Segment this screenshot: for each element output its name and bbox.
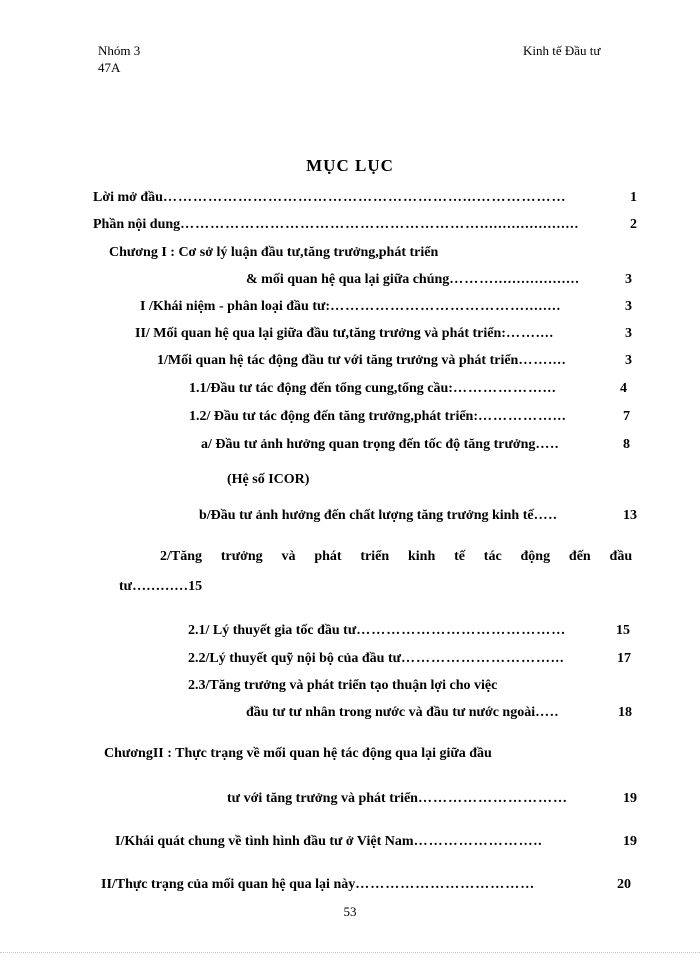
toc-entry: [93, 189, 637, 207]
toc-entry-text: b/Đầu tư ảnh hưởng đến chất lượng tăng trưởng kinh tế: [199, 508, 534, 523]
toc-entry-leader: ………………………………: [355, 877, 536, 892]
toc-entry-page: 4: [620, 381, 627, 396]
header-subject: Kinh tế Đầu tư: [523, 43, 601, 58]
toc-entry-leader: ……....: [505, 326, 554, 341]
toc-entry-leader: ……....: [518, 353, 567, 368]
toc-entry-leader: ………………...: [452, 381, 557, 396]
toc-entry: [246, 271, 632, 289]
toc-entry: [201, 436, 630, 454]
toc-chapter-heading: ChươngII : Thực trạng về mối quan hệ tác động qua lại giữa đầu: [104, 746, 492, 761]
toc-word: đầu: [609, 549, 633, 564]
toc-entry-page: 3: [625, 353, 632, 368]
toc-entry-leader: …………………………...: [401, 651, 565, 666]
toc-entry-leader: …………………………: [417, 791, 568, 806]
toc-entry-page: 19: [623, 791, 637, 806]
toc-entry-text: Phần nội dung: [93, 217, 181, 232]
toc-word: và: [281, 549, 296, 564]
toc-entry-text: 1/Mối quan hệ tác động đầu tư với tăng trưởng và phát triển: [157, 353, 519, 368]
toc-word: phát: [314, 549, 342, 564]
toc-entry: [119, 578, 202, 596]
toc-entry-text: II/ Mối quan hệ qua lại giữa đầu tư,tăng trưởng và phát triển:: [135, 326, 506, 341]
toc-entry: [188, 650, 631, 668]
toc-entry: [140, 298, 632, 316]
toc-entry-text: tư: [119, 579, 133, 594]
toc-entry: [101, 876, 631, 894]
toc-entry-page: 15: [616, 623, 630, 638]
header-class-code: 47A: [98, 60, 121, 75]
toc-entry-page: 1: [630, 190, 637, 205]
page-bottom-divider: [0, 952, 700, 953]
toc-entry-leader: ……………………..: [413, 834, 543, 849]
toc-entry-page: 20: [617, 877, 631, 892]
toc-entry-page: 7: [623, 409, 630, 424]
toc-entry-page: 15: [188, 579, 203, 594]
toc-entry-page: 17: [617, 651, 631, 666]
toc-entry-leader: …………………………………........: [330, 299, 562, 314]
toc-entry-text: 1.2/ Đầu tư tác động đến tăng trưởng,phát triển:: [189, 409, 479, 424]
toc-note: (Hệ số ICOR): [227, 472, 310, 487]
toc-entry-leader: ……………………………………………………......................: [180, 217, 580, 232]
toc-entry-text: Lời mở đầu: [93, 190, 163, 205]
toc-entry-justified: [160, 548, 632, 566]
toc-entry: [246, 704, 632, 722]
toc-entry-text: I/Khái quát chung về tình hình đầu tư ở Việt Nam: [115, 834, 414, 849]
toc-entry-leader: ……………………………………………………...………………: [162, 190, 567, 205]
toc-entry-continued: 2.3/Tăng trưởng và phát triển tạo thuận lợi cho việc: [188, 678, 498, 693]
toc-entry-leader: …………: [132, 579, 189, 594]
toc-entry-text: 2.1/ Lý thuyết gia tốc đầu tư: [188, 623, 357, 638]
toc-word: tế: [454, 549, 465, 564]
toc-entry-text: 1.1/Đầu tư tác động đến tổng cung,tổng cầu:: [189, 381, 453, 396]
toc-entry-leader: …..: [535, 437, 560, 452]
toc-word: triển: [360, 549, 390, 564]
page-number: 53: [343, 904, 357, 919]
toc-entry: [188, 622, 630, 640]
toc-entry-text: & mối quan hệ qua lại giữa chúng: [246, 272, 450, 287]
toc-entry-page: 3: [625, 326, 632, 341]
toc-entry: [189, 408, 630, 426]
toc-word: động: [520, 549, 551, 564]
toc-word: 2/Tăng: [160, 549, 203, 564]
toc-entry: [135, 325, 632, 343]
toc-entry-page: 13: [623, 508, 637, 523]
toc-word: trưởng: [220, 549, 263, 564]
toc-entry-page: 2: [630, 217, 637, 232]
toc-entry-leader: ……………………………………: [356, 623, 567, 638]
toc-chapter-heading: Chương I : Cơ sở lý luận đầu tư,tăng trưởng,phát triển: [109, 245, 439, 260]
toc-entry-text: I /Khái niệm - phân loại đầu tư:: [140, 299, 331, 314]
toc-entry-leader: …..: [535, 705, 560, 720]
toc-entry-text: 2.2/Lý thuyết quỹ nội bộ của đầu tư: [188, 651, 402, 666]
toc-entry: [227, 790, 637, 808]
toc-entry: [93, 216, 637, 234]
toc-word: tác: [483, 549, 502, 564]
toc-entry: [115, 833, 637, 851]
toc-entry-page: 8: [623, 437, 630, 452]
toc-entry-page: 18: [618, 705, 632, 720]
toc-entry-text: tư với tăng trưởng và phát triển: [227, 791, 418, 806]
toc-entry-leader: ………...................: [449, 272, 580, 287]
toc-entry: [189, 380, 627, 398]
toc-word: đến: [568, 549, 591, 564]
header-group: Nhóm 3: [98, 43, 141, 58]
toc-entry-text: a/ Đầu tư ảnh hưởng quan trọng đến tốc độ tăng trưởng: [201, 437, 536, 452]
toc-entry-page: 3: [625, 272, 632, 287]
toc-entry-page: 3: [625, 299, 632, 314]
toc-entry: [157, 352, 632, 370]
toc-entry-text: đầu tư tư nhân trong nước và đầu tư nước ngoài: [246, 705, 536, 720]
toc-word: kinh: [407, 549, 436, 564]
toc-entry-leader: …..: [533, 508, 558, 523]
toc-entry: [199, 507, 637, 525]
toc-entry-leader: ……………...: [478, 409, 567, 424]
page-title: MỤC LỤC: [306, 156, 394, 175]
toc-entry-page: 19: [623, 834, 637, 849]
toc-entry-text: II/Thực trạng của mối quan hệ qua lại này: [101, 877, 356, 892]
